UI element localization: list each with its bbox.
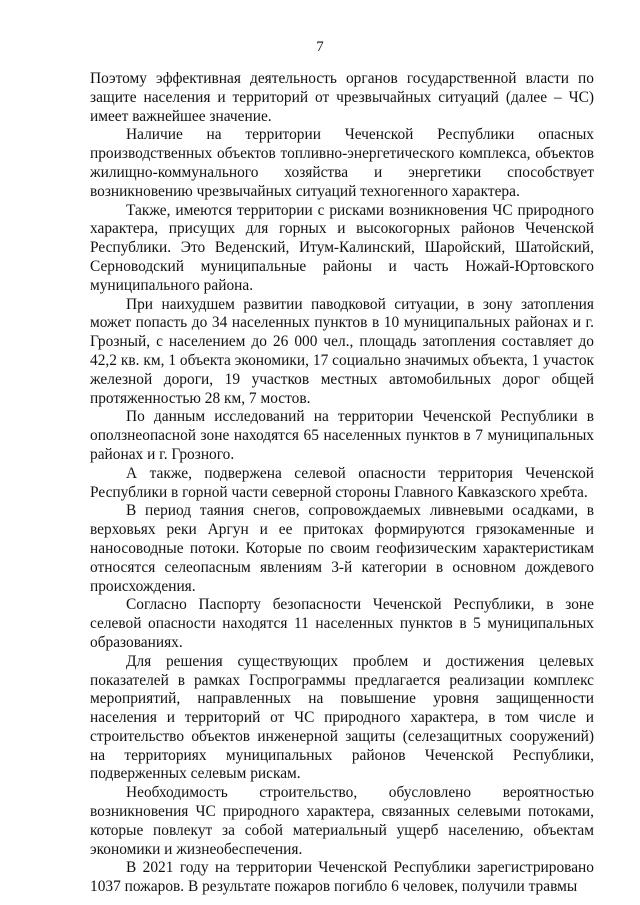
document-body [90, 70, 594, 897]
paragraph: А также, подвержена селевой опасности территория Чеченской Республики в горной части северной стороны Главного Кавказского хребта. [90, 464, 594, 501]
paragraph: По данным исследований на территории Чеченской Республики в оползнеопасной зоне находятся 65 населенных пунктов в 7 муниципальных районах и г. Грозного. [90, 408, 594, 463]
paragraph: Наличие на территории Чеченской Республики опасных производственных объектов топливно-энергетического комплекса, объектов жилищно-коммунального хозяйства и энергетики способствует возникновению чрезвычайных ситуаций техногенного характера. [90, 126, 594, 200]
paragraph: Для решения существующих проблем и достижения целевых показателей в рамках Госпрограммы предлагается реализации комплекс мероприятий, направленных на повышение уровня защищенности населения и территорий от ЧС природного характера, в том числе и строительство объектов инженерной защиты (селезащитных сооружений) на территориях муниципальных районов Чеченской Республики, подверженных селевым рискам. [90, 652, 594, 783]
paragraph: Необходимость строительство, обусловлено вероятностью возникновения ЧС природного характера, связанных селевыми потоками, которые повлекут за собой материальный ущерб населению, объектам экономики и жизнеобеспечения. [90, 784, 594, 858]
paragraph: При наихудшем развитии паводковой ситуации, в зону затопления может попасть до 34 населенных пунктов в 10 муниципальных районах и г. Грозный, с населением до 26 000 чел., площадь затопления составляет до 42,2 кв. км, 1 объекта экономики, 17 социально значимых объекта, 1 участок железной дороги, 19 участков местных автомобильных дорог общей протяженностью 28 км, 7 мостов. [90, 295, 594, 407]
paragraph: В период таяния снегов, сопровождаемых ливневыми осадками, в верховьях реки Аргун и ее притоках формируются грязокаменные и наносоводные потоки. Которые по своим геофизическим характеристикам относятся селеопасным явлениям 3-й категории в основном дождевого происхождения. [90, 502, 594, 595]
paragraph: В 2021 году на территории Чеченской Республики зарегистрировано 1037 пожаров. В результате пожаров погибло 6 человек, получили травмы [90, 859, 594, 896]
paragraph: Согласно Паспорту безопасности Чеченской Республики, в зоне селевой опасности находятся 11 населенных пунктов в 5 муниципальных образованиях. [90, 596, 594, 651]
page-number: 7 [316, 39, 324, 55]
paragraph: Также, имеются территории с рисками возникновения ЧС природного характера, присущих для горных и высокогорных районов Чеченской Республики. Это Веденский, Итум-Калинский, Шаройский, Шатойский, Серноводский муниципальные районы и часть Ножай-Юртовского муниципального района. [90, 201, 594, 294]
paragraph: Поэтому эффективная деятельность органов государственной власти по защите населения и территорий от чрезвычайных ситуаций (далее – ЧС) имеет важнейшее значение. [90, 70, 594, 125]
